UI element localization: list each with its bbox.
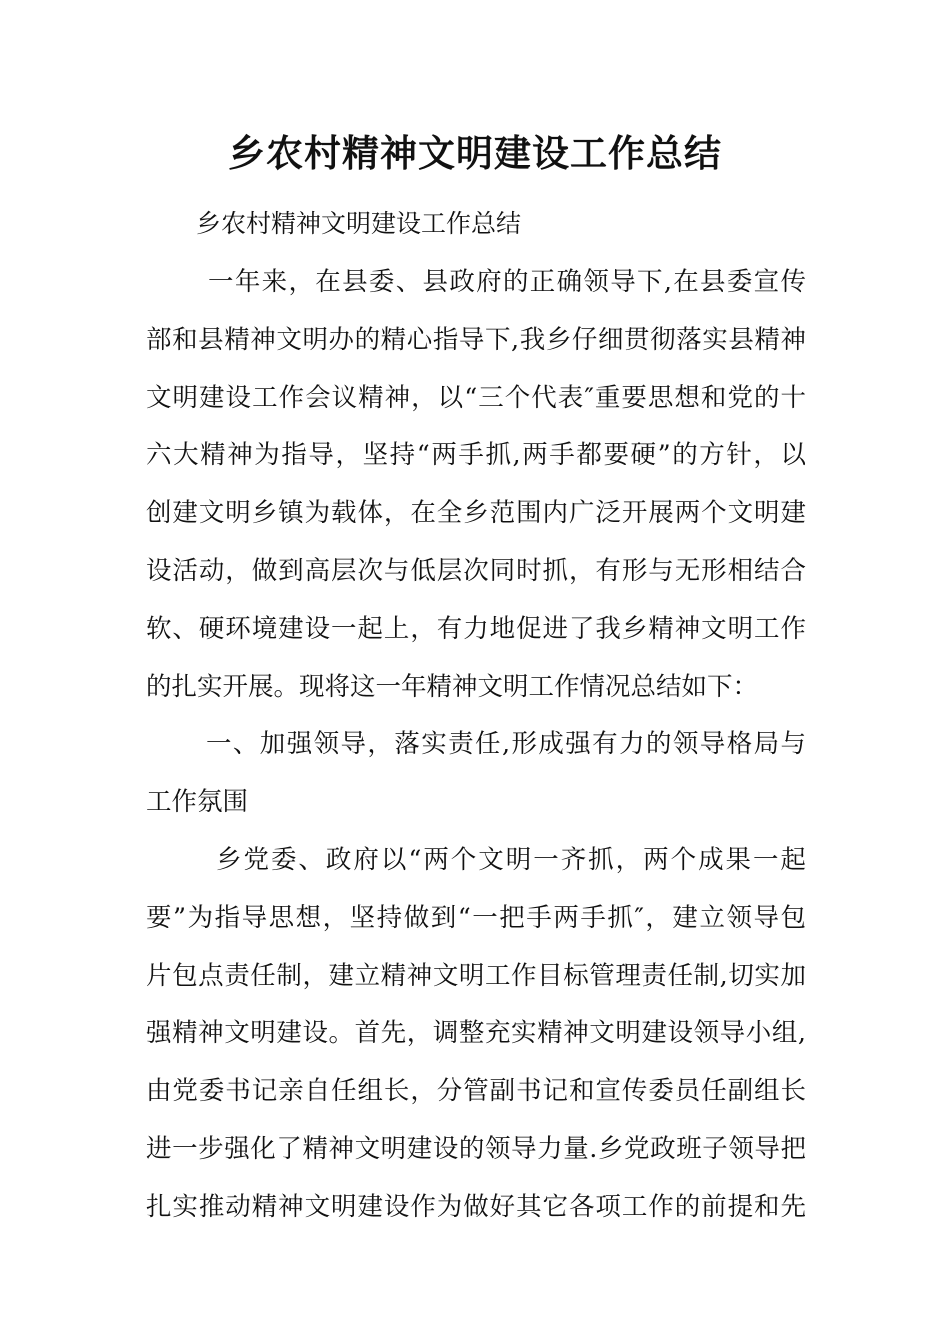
text-line: 乡党委、政府以“两个文明一齐抓，两个成果一起 bbox=[216, 844, 806, 875]
section-heading-line: 一、加强领导，落实责任,形成强有力的领导格局与 bbox=[206, 729, 806, 760]
text-line: 片包点责任制，建立精神文明工作目标管理责任制,切实加 bbox=[146, 960, 806, 991]
text-line: 文明建设工作会议精神，以“三个代表″重要思想和党的十 bbox=[146, 382, 806, 413]
text-line: 创建文明乡镇为载体，在全乡范围内广泛开展两个文明建 bbox=[146, 498, 806, 529]
text-line: 进一步强化了精神文明建设的领导力量.乡党政班子领导把 bbox=[146, 1133, 806, 1164]
document-body bbox=[146, 258, 806, 1241]
text-line: 六大精神为指导，坚持“两手抓,两手都要硬”的方针，以 bbox=[146, 440, 806, 471]
document-subtitle: 乡农村精神文明建设工作总结 bbox=[196, 209, 522, 238]
text-line: 强精神文明建设。首先，调整充实精神文明建设领导小组, bbox=[146, 1018, 806, 1049]
text-line: 一年来，在县委、县政府的正确领导下,在县委宣传 bbox=[208, 267, 806, 297]
text-line: 设活动，做到高层次与低层次同时抓，有形与无形相结合 bbox=[146, 555, 806, 586]
page-title: 乡农村精神文明建设工作总结 bbox=[228, 131, 722, 175]
text-line: 扎实推动精神文明建设作为做好其它各项工作的前提和先 bbox=[146, 1191, 806, 1222]
text-line: 的扎实开展。现将这一年精神文明工作情况总结如下： bbox=[146, 671, 759, 702]
text-line: 由党委书记亲自任组长，分管副书记和宣传委员任副组长 bbox=[146, 1076, 806, 1107]
text-line: 要”为指导思想，坚持做到“一把手两手抓″，建立领导包 bbox=[146, 902, 806, 933]
text-line: 部和县精神文明办的精心指导下,我乡仔细贯彻落实县精神 bbox=[146, 324, 806, 355]
text-line: 软、硬环境建设一起上，有力地促进了我乡精神文明工作 bbox=[146, 613, 806, 644]
section-heading-line: 工作氛围 bbox=[146, 787, 249, 818]
